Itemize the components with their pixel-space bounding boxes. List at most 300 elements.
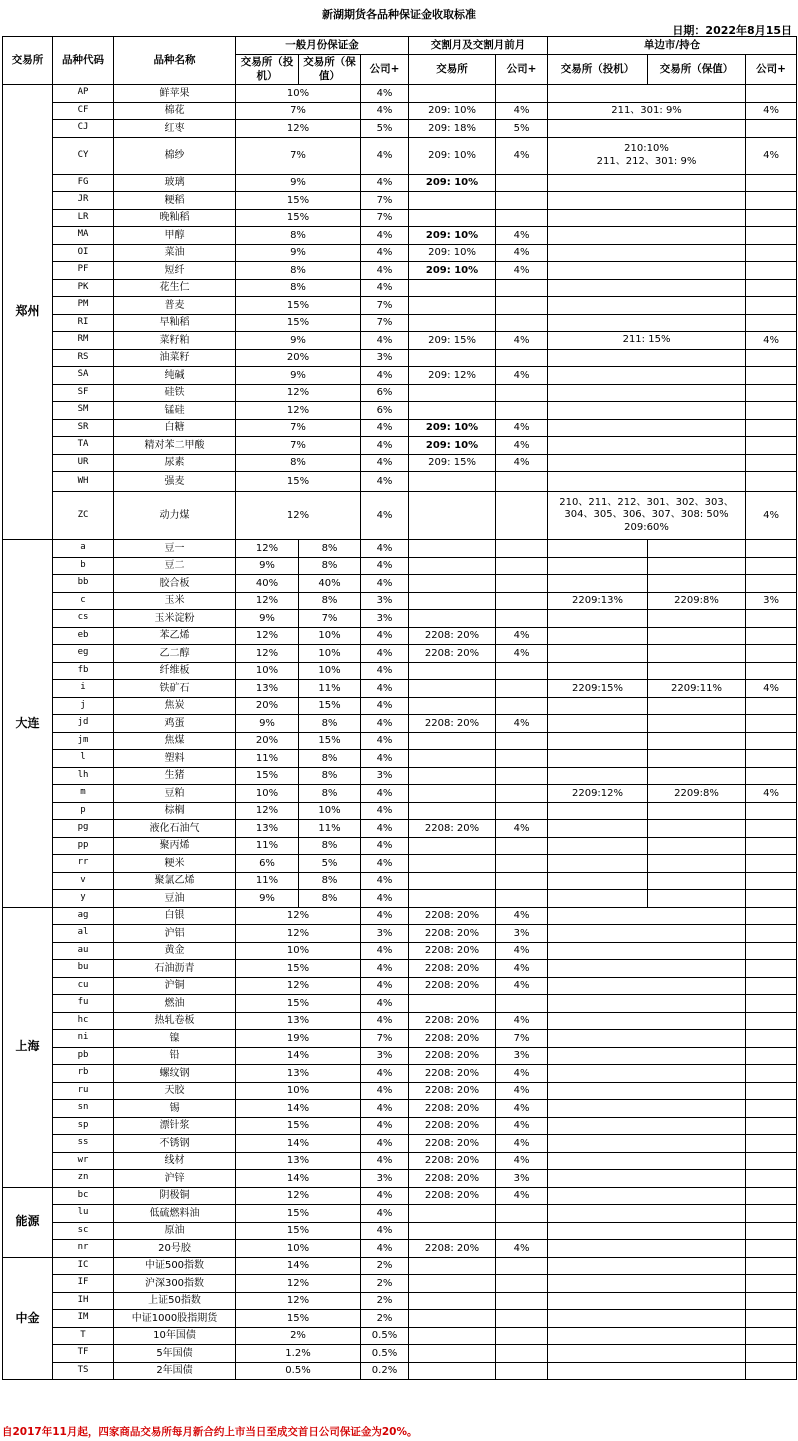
unilateral-company-add [746, 1275, 797, 1293]
general-margin-spec: 12% [236, 645, 299, 663]
unilateral-company-add [746, 662, 797, 680]
unilateral-margin [548, 349, 746, 367]
unilateral-company-add [746, 575, 797, 593]
table-row [3, 645, 797, 663]
delivery-company-add: 4% [496, 627, 548, 645]
product-code: SF [53, 384, 114, 402]
unilateral-margin [548, 1327, 746, 1345]
company-add: 3% [361, 767, 409, 785]
company-add: 4% [361, 454, 409, 472]
general-margin-hedge: 8% [299, 557, 361, 575]
table-row [3, 1187, 797, 1205]
unilateral-margin-spec: 2209:13% [548, 592, 648, 610]
delivery-margin [409, 890, 496, 908]
table-row [3, 1100, 797, 1118]
product-name: 聚丙烯 [114, 837, 236, 855]
unilateral-margin-spec [548, 662, 648, 680]
unilateral-company-add [746, 1117, 797, 1135]
product-name: 胶合板 [114, 575, 236, 593]
unilateral-company-add [746, 697, 797, 715]
product-name: 不锈钢 [114, 1135, 236, 1153]
company-add: 4% [361, 732, 409, 750]
product-name: 甲醇 [114, 227, 236, 245]
unilateral-company-add [746, 85, 797, 103]
company-add: 4% [361, 680, 409, 698]
delivery-company-add [496, 1310, 548, 1328]
margin-table [2, 36, 797, 1380]
header-delivery-exchange: 交易所 [409, 55, 496, 85]
general-margin: 13% [236, 1065, 361, 1083]
product-code: ss [53, 1135, 114, 1153]
unilateral-margin [548, 1257, 746, 1275]
table-row [3, 102, 797, 120]
general-margin-spec: 9% [236, 610, 299, 628]
delivery-company-add: 4% [496, 907, 548, 925]
table-row [3, 1135, 797, 1153]
general-margin: 14% [236, 1170, 361, 1188]
delivery-company-add [496, 1205, 548, 1223]
table-row [3, 192, 797, 210]
product-name: 精对苯二甲酸 [114, 437, 236, 455]
unilateral-margin [548, 192, 746, 210]
product-name: 沪深300指数 [114, 1275, 236, 1293]
delivery-margin: 209: 10% [409, 262, 496, 280]
product-code: WH [53, 472, 114, 492]
table-row [3, 610, 797, 628]
header-company-add: 公司+ [361, 55, 409, 85]
unilateral-margin-hedge [648, 575, 746, 593]
product-name: 花生仁 [114, 279, 236, 297]
unilateral-margin-spec [548, 855, 648, 873]
unilateral-company-add [746, 1257, 797, 1275]
delivery-company-add [496, 349, 548, 367]
delivery-company-add [496, 837, 548, 855]
company-add: 7% [361, 314, 409, 332]
general-margin: 0.5% [236, 1362, 361, 1380]
company-add: 4% [361, 750, 409, 768]
table-row [3, 907, 797, 925]
table-row [3, 472, 797, 492]
product-name: 焦炭 [114, 697, 236, 715]
product-code: lu [53, 1205, 114, 1223]
delivery-margin [409, 314, 496, 332]
table-row [3, 1030, 797, 1048]
delivery-company-add [496, 472, 548, 492]
product-code: wr [53, 1152, 114, 1170]
delivery-company-add [496, 662, 548, 680]
header-exchange: 交易所 [3, 37, 53, 85]
unilateral-company-add [746, 1345, 797, 1363]
unilateral-margin [548, 367, 746, 385]
unilateral-company-add: 4% [746, 492, 797, 540]
company-add: 4% [361, 995, 409, 1013]
product-code: T [53, 1327, 114, 1345]
table-row [3, 872, 797, 890]
product-code: IM [53, 1310, 114, 1328]
general-margin-spec: 10% [236, 662, 299, 680]
unilateral-margin-hedge [648, 890, 746, 908]
unilateral-company-add [746, 1047, 797, 1065]
product-name: 中证500指数 [114, 1257, 236, 1275]
unilateral-margin-spec [548, 820, 648, 838]
unilateral-company-add [746, 627, 797, 645]
company-add: 4% [361, 627, 409, 645]
delivery-company-add: 4% [496, 244, 548, 262]
company-add: 4% [361, 492, 409, 540]
unilateral-company-add [746, 855, 797, 873]
general-margin: 8% [236, 454, 361, 472]
delivery-company-add [496, 872, 548, 890]
product-name: 锰硅 [114, 402, 236, 420]
product-code: RS [53, 349, 114, 367]
delivery-margin: 2208: 20% [409, 820, 496, 838]
delivery-company-add: 4% [496, 1012, 548, 1030]
delivery-company-add [496, 384, 548, 402]
product-name: 中证1000股指期货 [114, 1310, 236, 1328]
general-margin: 15% [236, 192, 361, 210]
general-margin: 15% [236, 472, 361, 492]
general-margin: 15% [236, 1222, 361, 1240]
product-code: FG [53, 174, 114, 192]
delivery-margin [409, 1222, 496, 1240]
product-code: pb [53, 1047, 114, 1065]
page-title: 新湖期货各品种保证金收取标准 [322, 8, 476, 21]
delivery-margin [409, 1275, 496, 1293]
product-code: IF [53, 1275, 114, 1293]
company-add: 4% [361, 802, 409, 820]
delivery-company-add: 4% [496, 1240, 548, 1258]
unilateral-margin-hedge [648, 645, 746, 663]
product-name: 漂针浆 [114, 1117, 236, 1135]
unilateral-margin-hedge [648, 697, 746, 715]
delivery-company-add [496, 192, 548, 210]
product-code: sn [53, 1100, 114, 1118]
general-margin-hedge: 8% [299, 872, 361, 890]
table-row [3, 1362, 797, 1380]
unilateral-company-add [746, 1240, 797, 1258]
header-code: 品种代码 [53, 37, 114, 85]
delivery-margin: 2208: 20% [409, 960, 496, 978]
product-code: PF [53, 262, 114, 280]
unilateral-margin-spec [548, 715, 648, 733]
product-code: nr [53, 1240, 114, 1258]
delivery-company-add [496, 1292, 548, 1310]
unilateral-margin-hedge [648, 802, 746, 820]
delivery-company-add: 3% [496, 1170, 548, 1188]
product-code: PK [53, 279, 114, 297]
product-code: au [53, 942, 114, 960]
unilateral-company-add [746, 349, 797, 367]
general-margin: 12% [236, 384, 361, 402]
unilateral-margin [548, 1275, 746, 1293]
company-add: 4% [361, 575, 409, 593]
product-name: 铁矿石 [114, 680, 236, 698]
product-name: 白糖 [114, 419, 236, 437]
company-add: 4% [361, 227, 409, 245]
table-row [3, 137, 797, 174]
product-code: IH [53, 1292, 114, 1310]
unilateral-margin [548, 1222, 746, 1240]
table-row [3, 1170, 797, 1188]
general-margin-hedge: 11% [299, 680, 361, 698]
company-add: 4% [361, 367, 409, 385]
table-row [3, 802, 797, 820]
product-code: m [53, 785, 114, 803]
delivery-margin [409, 610, 496, 628]
table-row [3, 785, 797, 803]
company-add: 4% [361, 1082, 409, 1100]
company-add: 3% [361, 592, 409, 610]
product-name: 豆一 [114, 540, 236, 558]
delivery-company-add: 4% [496, 1100, 548, 1118]
delivery-margin: 209: 10% [409, 419, 496, 437]
unilateral-margin-spec [548, 767, 648, 785]
unilateral-margin [548, 1047, 746, 1065]
unilateral-margin-spec [548, 610, 648, 628]
company-add: 4% [361, 540, 409, 558]
table-row [3, 1205, 797, 1223]
company-add: 4% [361, 1135, 409, 1153]
delivery-margin [409, 402, 496, 420]
company-add: 4% [361, 85, 409, 103]
delivery-company-add [496, 732, 548, 750]
unilateral-company-add [746, 120, 797, 138]
table-row [3, 279, 797, 297]
general-margin: 10% [236, 1240, 361, 1258]
unilateral-margin-spec [548, 575, 648, 593]
delivery-company-add [496, 855, 548, 873]
product-code: UR [53, 454, 114, 472]
delivery-margin: 2208: 20% [409, 627, 496, 645]
delivery-margin: 209: 10% [409, 227, 496, 245]
product-name: 硅铁 [114, 384, 236, 402]
company-add: 4% [361, 820, 409, 838]
general-margin-hedge: 8% [299, 592, 361, 610]
unilateral-margin-hedge [648, 732, 746, 750]
company-add: 4% [361, 102, 409, 120]
unilateral-company-add [746, 1292, 797, 1310]
product-name: 液化石油气 [114, 820, 236, 838]
general-margin: 12% [236, 1275, 361, 1293]
product-name: 上证50指数 [114, 1292, 236, 1310]
delivery-margin [409, 384, 496, 402]
delivery-company-add [496, 402, 548, 420]
table-row [3, 1152, 797, 1170]
general-margin: 12% [236, 925, 361, 943]
unilateral-company-add [746, 890, 797, 908]
unilateral-company-add [746, 314, 797, 332]
delivery-margin [409, 209, 496, 227]
general-margin: 12% [236, 1187, 361, 1205]
product-name: 动力煤 [114, 492, 236, 540]
unilateral-company-add [746, 872, 797, 890]
company-add: 4% [361, 332, 409, 350]
product-code: hc [53, 1012, 114, 1030]
delivery-margin: 209: 15% [409, 332, 496, 350]
unilateral-margin-spec: 2209:12% [548, 785, 648, 803]
product-name: 油菜籽 [114, 349, 236, 367]
unilateral-company-add [746, 1012, 797, 1030]
table-row [3, 454, 797, 472]
general-margin: 15% [236, 297, 361, 315]
product-name: 铅 [114, 1047, 236, 1065]
product-code: TF [53, 1345, 114, 1363]
footer-note: 自2017年11月起，四家商品交易所每月新合约上市当日至成交首日公司保证金为20%。 [2, 1426, 418, 1438]
delivery-margin: 209: 10% [409, 437, 496, 455]
unilateral-company-add [746, 557, 797, 575]
company-add: 7% [361, 192, 409, 210]
unilateral-margin [548, 297, 746, 315]
product-code: sc [53, 1222, 114, 1240]
table-row [3, 1222, 797, 1240]
delivery-company-add: 4% [496, 977, 548, 995]
unilateral-company-add [746, 995, 797, 1013]
unilateral-margin-hedge [648, 610, 746, 628]
unilateral-margin-hedge [648, 855, 746, 873]
unilateral-company-add [746, 192, 797, 210]
unilateral-margin [548, 960, 746, 978]
company-add: 4% [361, 890, 409, 908]
company-add: 4% [361, 1065, 409, 1083]
general-margin: 15% [236, 1205, 361, 1223]
delivery-company-add [496, 680, 548, 698]
delivery-company-add [496, 557, 548, 575]
general-margin-hedge: 8% [299, 750, 361, 768]
product-name: 粳米 [114, 855, 236, 873]
general-margin-spec: 12% [236, 627, 299, 645]
unilateral-company-add: 3% [746, 592, 797, 610]
unilateral-margin [548, 384, 746, 402]
product-name: 豆油 [114, 890, 236, 908]
product-code: AP [53, 85, 114, 103]
unilateral-margin [548, 102, 746, 120]
company-add: 4% [361, 1240, 409, 1258]
unilateral-margin [548, 1292, 746, 1310]
table-row [3, 925, 797, 943]
unilateral-margin-hedge: 2209:11% [648, 680, 746, 698]
table-row [3, 1047, 797, 1065]
product-name: 棕榈 [114, 802, 236, 820]
company-add: 2% [361, 1275, 409, 1293]
header-exchange-hedge: 交易所（保值） [299, 55, 361, 85]
unilateral-company-add [746, 715, 797, 733]
general-margin-hedge: 10% [299, 627, 361, 645]
delivery-margin [409, 540, 496, 558]
unilateral-company-add [746, 367, 797, 385]
general-margin: 7% [236, 137, 361, 174]
table-row [3, 349, 797, 367]
product-code: JR [53, 192, 114, 210]
company-add: 4% [361, 785, 409, 803]
general-margin: 15% [236, 314, 361, 332]
general-margin: 14% [236, 1100, 361, 1118]
general-margin: 10% [236, 1082, 361, 1100]
delivery-company-add [496, 1275, 548, 1293]
product-name: 尿素 [114, 454, 236, 472]
unilateral-margin-line: 210、211、212、301、302、303、 [559, 496, 734, 508]
unilateral-company-add [746, 227, 797, 245]
product-code: SM [53, 402, 114, 420]
general-margin: 15% [236, 995, 361, 1013]
header-unilateral-company: 公司+ [746, 55, 797, 85]
unilateral-margin-line: 211、301: 9% [611, 104, 682, 116]
product-code: sp [53, 1117, 114, 1135]
general-margin: 8% [236, 227, 361, 245]
unilateral-margin [548, 1012, 746, 1030]
unilateral-company-add: 4% [746, 680, 797, 698]
delivery-company-add [496, 802, 548, 820]
unilateral-margin [548, 402, 746, 420]
company-add: 4% [361, 837, 409, 855]
general-margin-hedge: 11% [299, 820, 361, 838]
table-row [3, 1310, 797, 1328]
table-row [3, 120, 797, 138]
delivery-margin [409, 1310, 496, 1328]
product-name: 粳稻 [114, 192, 236, 210]
general-margin: 12% [236, 492, 361, 540]
product-name: 鸡蛋 [114, 715, 236, 733]
delivery-margin: 2208: 20% [409, 1100, 496, 1118]
table-row [3, 890, 797, 908]
delivery-margin: 209: 18% [409, 120, 496, 138]
company-add: 4% [361, 174, 409, 192]
delivery-margin: 2208: 20% [409, 1012, 496, 1030]
table-row [3, 1275, 797, 1293]
delivery-margin [409, 750, 496, 768]
unilateral-margin [548, 262, 746, 280]
delivery-company-add: 4% [496, 102, 548, 120]
unilateral-margin-spec [548, 750, 648, 768]
company-add: 4% [361, 244, 409, 262]
table-row [3, 942, 797, 960]
product-name: 螺纹钢 [114, 1065, 236, 1083]
delivery-company-add: 4% [496, 332, 548, 350]
table-row [3, 367, 797, 385]
delivery-company-add: 4% [496, 262, 548, 280]
product-name: 菜籽粕 [114, 332, 236, 350]
product-name: 玉米淀粉 [114, 610, 236, 628]
company-add: 4% [361, 855, 409, 873]
general-margin: 15% [236, 1310, 361, 1328]
product-name: 纯碱 [114, 367, 236, 385]
general-margin: 9% [236, 244, 361, 262]
delivery-margin [409, 767, 496, 785]
delivery-margin [409, 592, 496, 610]
product-code: i [53, 680, 114, 698]
table-row [3, 262, 797, 280]
header-delivery-margin: 交割月及交割月前月 [409, 37, 548, 55]
unilateral-company-add [746, 540, 797, 558]
unilateral-margin-hedge [648, 820, 746, 838]
company-add: 3% [361, 1047, 409, 1065]
table-row [3, 592, 797, 610]
delivery-company-add: 4% [496, 227, 548, 245]
product-name: 热轧卷板 [114, 1012, 236, 1030]
header-delivery-company: 公司+ [496, 55, 548, 85]
delivery-margin: 2208: 20% [409, 907, 496, 925]
general-margin: 13% [236, 1152, 361, 1170]
company-add: 4% [361, 1152, 409, 1170]
company-add: 5% [361, 120, 409, 138]
unilateral-company-add [746, 837, 797, 855]
general-margin: 2% [236, 1327, 361, 1345]
unilateral-company-add [746, 907, 797, 925]
delivery-company-add [496, 995, 548, 1013]
general-margin: 7% [236, 419, 361, 437]
general-margin: 7% [236, 437, 361, 455]
product-name: 线材 [114, 1152, 236, 1170]
company-add: 0.5% [361, 1345, 409, 1363]
